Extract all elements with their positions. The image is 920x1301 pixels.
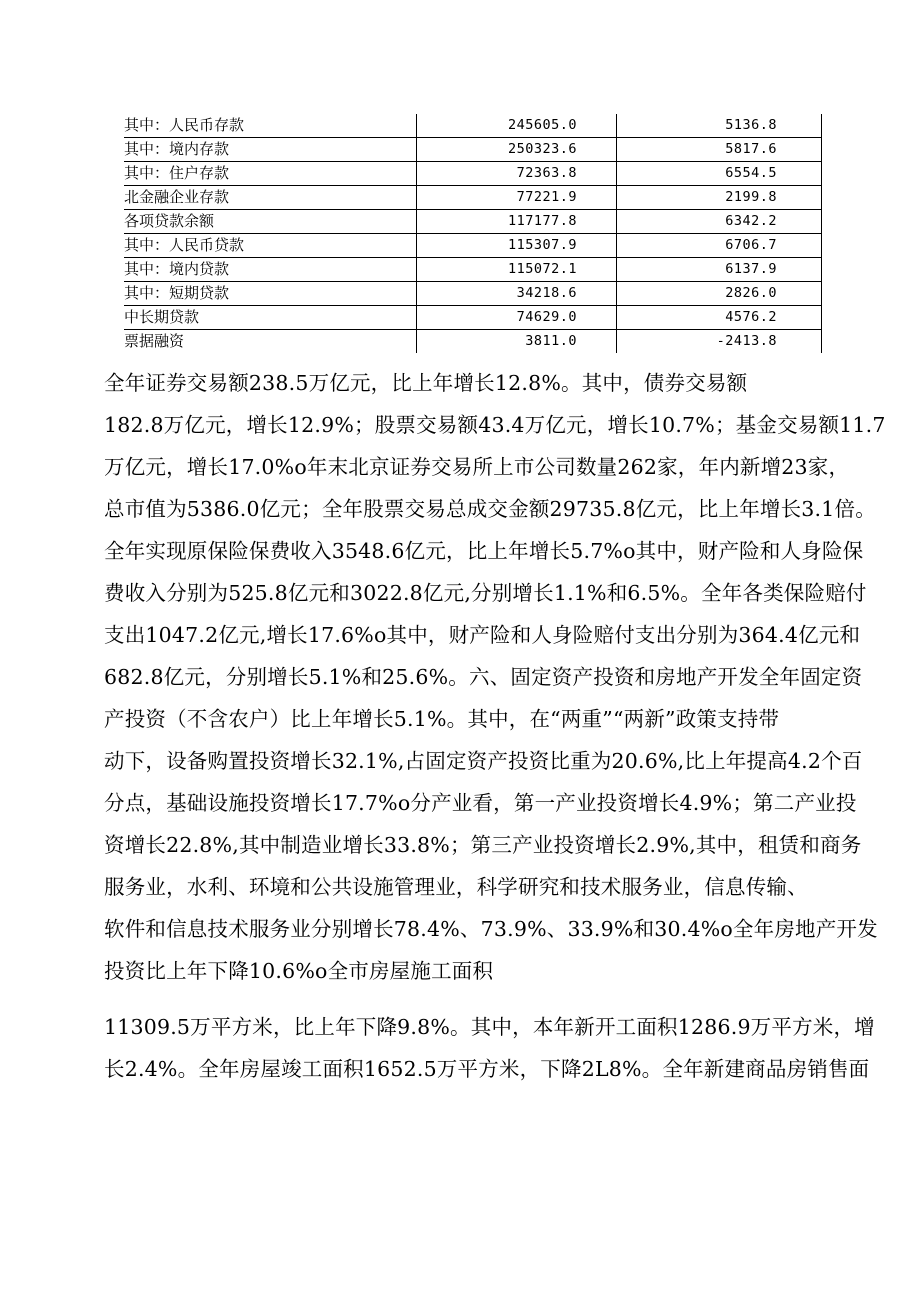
row-label: 中长期贷款 [124,306,417,330]
table-row [124,306,822,330]
paragraph-line: 动下，设备购置投资增长32.1%,占固定资产投资比重为20.6%,比上年提高4.2个百 [104,749,863,773]
row-value-change: 5817.6 [617,138,822,162]
paragraph-line: 服务业，水利、环境和公共设施管理业，科学研究和技术服务业，信息传输、 [104,875,808,899]
paragraph-line: 分点，基础设施投资增长17.7%o分产业看，第一产业投资增长4.9%；第二产业投 [104,791,857,815]
table-row [124,210,822,234]
paragraph-line: 支出1047.2亿元,增长17.6%o其中，财产险和人身险赔付支出分别为364.4亿元和 [104,623,861,647]
row-value-balance: 117177.8 [417,210,617,234]
paragraph-line: 182.8万亿元，增长12.9%；股票交易额43.4万亿元，增长10.7%；基金交易额11.7 [104,413,886,437]
row-value-change: 5136.8 [617,114,822,138]
table-row [124,114,822,138]
table-row [124,162,822,186]
paragraph-line: 产投资（不含农户）比上年增长5.1%。其中，在“两重”“两新”政策支持带 [104,707,780,731]
paragraph-line: 资增长22.8%,其中制造业增长33.8%；第三产业投资增长2.9%,其中，租赁和商务 [104,833,862,857]
row-value-balance: 72363.8 [417,162,617,186]
row-value-change: 6554.5 [617,162,822,186]
row-value-change: 2826.0 [617,282,822,306]
financial-data-table [124,114,822,353]
row-label: 其中：境内存款 [124,138,417,162]
row-label: 其中：境内贷款 [124,258,417,282]
paragraph-line: 全年证券交易额238.5万亿元，比上年增长12.8%。其中，债券交易额 [104,371,748,395]
row-label: 其中：住户存款 [124,162,417,186]
row-value-balance: 74629.0 [417,306,617,330]
row-value-change: 2199.8 [617,186,822,210]
paragraph-line: 费收入分别为525.8亿元和3022.8亿元,分别增长1.1%和6.5%。全年各类保险赔付 [104,581,867,605]
row-value-balance: 34218.6 [417,282,617,306]
table-row [124,258,822,282]
row-label: 票据融资 [124,330,417,354]
row-value-balance: 115307.9 [417,234,617,258]
row-value-balance: 77221.9 [417,186,617,210]
row-value-balance: 250323.6 [417,138,617,162]
body-paragraph [104,362,886,1090]
paragraph-line: 长2.4%。全年房屋竣工面积1652.5万平方米，下降2L8%。全年新建商品房销售面 [104,1057,870,1081]
row-value-change: -2413.8 [617,330,822,354]
table-row [124,138,822,162]
row-label: 其中：短期贷款 [124,282,417,306]
row-value-balance: 115072.1 [417,258,617,282]
paragraph-line: 万亿元，增长17.0%o年末北京证券交易所上市公司数量262家，年内新增23家， [104,455,850,479]
row-value-change: 6706.7 [617,234,822,258]
paragraph-line: 投资比上年下降10.6%o全市房屋施工面积 [104,959,494,983]
paragraph-line: 软件和信息技术服务业分别增长78.4%、73.9%、33.9%和30.4%o全年房地产开发 [104,917,878,941]
paragraph-line: 总市值为5386.0亿元；全年股票交易总成交金额29735.8亿元，比上年增长3.1倍。 [104,497,876,521]
row-label: 各项贷款余额 [124,210,417,234]
table-row [124,186,822,210]
row-value-change: 6342.2 [617,210,822,234]
table-row [124,282,822,306]
paragraph-line: 11309.5万平方米，比上年下降9.8%。其中，本年新开工面积1286.9万平方米，增 [104,1015,875,1039]
row-value-balance: 3811.0 [417,330,617,354]
row-label: 北金融企业存款 [124,186,417,210]
row-label: 其中：人民币贷款 [124,234,417,258]
table-row [124,234,822,258]
row-value-change: 4576.2 [617,306,822,330]
paragraph-line: 全年实现原保险保费收入3548.6亿元，比上年增长5.7%o其中，财产险和人身险保 [104,539,864,563]
row-value-change: 6137.9 [617,258,822,282]
table-row [124,330,822,354]
paragraph-line: 682.8亿元，分别增长5.1%和25.6%。六、固定资产投资和房地产开发全年固定资 [104,665,863,689]
row-value-balance: 245605.0 [417,114,617,138]
row-label: 其中：人民币存款 [124,114,417,138]
